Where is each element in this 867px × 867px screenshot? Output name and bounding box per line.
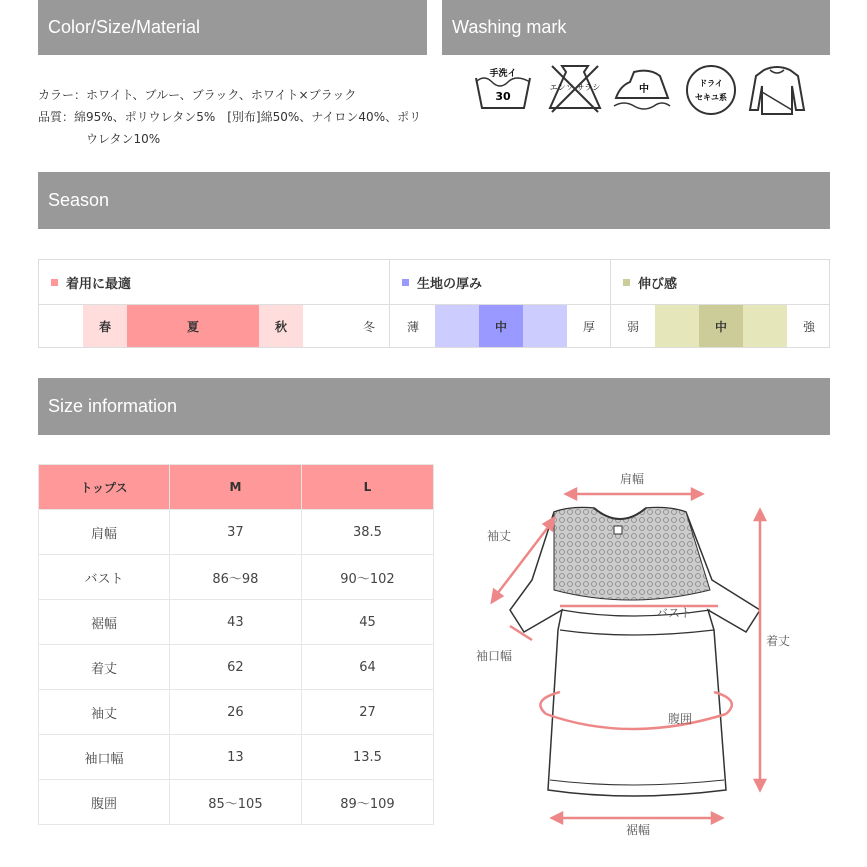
section-header-season: Season (38, 172, 830, 229)
header-tops: トップス (39, 465, 170, 510)
table-cell: 38.5 (301, 510, 433, 555)
table-cell: 裾幅 (39, 600, 170, 645)
table-cell: 45 (301, 600, 433, 645)
color-line: カラー：ホワイト、ブルー、ブラック、ホワイト×ブラック (38, 88, 357, 102)
quality-line-1: 品質：綿95%、ポリウレタン5% [別布]綿50%、ナイロン40%、ポリ (38, 110, 422, 124)
season-table (38, 259, 830, 348)
dry-clean-icon (680, 62, 742, 118)
table-row (39, 600, 434, 645)
stretch-medium: 中 (699, 305, 743, 347)
thickness-fill (435, 305, 479, 347)
olive-square-icon (623, 279, 630, 286)
table-cell: 13 (169, 735, 301, 780)
table-cell: 袖丈 (39, 690, 170, 735)
flat-dry-icon (746, 62, 808, 118)
iron-medium-icon (610, 62, 672, 118)
label-shoulder: 肩幅 (620, 472, 645, 486)
dry-clean-label-2: セキユ系 (695, 93, 727, 102)
garment-size-diagram (470, 460, 810, 840)
label-cuff: 袖口幅 (476, 649, 513, 663)
table-row (39, 690, 434, 735)
section-header-color-size-material: Color/Size/Material (38, 0, 427, 55)
table-cell: 腹囲 (39, 780, 170, 825)
label-waist: 腹囲 (668, 712, 693, 726)
table-cell: 袖口幅 (39, 735, 170, 780)
table-cell: 26 (169, 690, 301, 735)
header-m: M (169, 465, 301, 510)
table-cell: 13.5 (301, 735, 433, 780)
dry-clean-label: ドライ (699, 79, 723, 88)
label-length: 着丈 (766, 634, 791, 648)
section-header-washing-mark: Washing mark (442, 0, 830, 55)
season-fill (215, 305, 259, 347)
no-bleach-icon (544, 62, 606, 118)
iron-label: 中 (639, 84, 649, 95)
label-bust: バスト (656, 606, 693, 620)
table-cell: 肩幅 (39, 510, 170, 555)
thickness-medium: 中 (479, 305, 523, 347)
label-hem: 裾幅 (626, 823, 651, 837)
hand-wash-30-icon (472, 62, 534, 118)
stretch-fill (743, 305, 787, 347)
season-group-thickness-label: 生地の厚み (417, 276, 483, 292)
hand-wash-label: 手洗イ (489, 69, 517, 79)
season-autumn: 秋 (259, 305, 303, 347)
season-group-best-label: 着用に最適 (66, 276, 132, 292)
stretch-fill (655, 305, 699, 347)
thickness-thin: 薄 (406, 319, 419, 334)
no-bleach-label: エンソ サラシ (549, 83, 601, 92)
table-row (39, 510, 434, 555)
blue-square-icon (402, 279, 409, 286)
stretch-strong: 強 (802, 319, 815, 334)
table-cell: 37 (169, 510, 301, 555)
season-group-stretch (611, 260, 829, 304)
season-winter: 冬 (362, 319, 375, 334)
thickness-thick: 厚 (582, 319, 595, 334)
quality-line-2: ウレタン10% (86, 132, 161, 146)
table-cell: 90〜102 (301, 555, 433, 600)
table-cell: バスト (39, 555, 170, 600)
season-group-best (39, 260, 389, 304)
table-cell: 89〜109 (301, 780, 433, 825)
header-l: L (301, 465, 433, 510)
table-cell: 43 (169, 600, 301, 645)
hand-wash-temp: 30 (495, 90, 511, 103)
table-row (39, 780, 434, 825)
table-row (39, 555, 434, 600)
size-table (38, 464, 434, 825)
table-cell: 着丈 (39, 645, 170, 690)
table-row (39, 645, 434, 690)
season-spring: 春 (83, 305, 127, 347)
table-row (39, 735, 434, 780)
table-cell: 64 (301, 645, 433, 690)
season-group-stretch-label: 伸び感 (638, 276, 678, 292)
season-summer: 夏 (171, 305, 215, 347)
stretch-weak: 弱 (626, 319, 639, 334)
table-header-row (39, 465, 434, 510)
section-header-size-information: Size information (38, 378, 830, 435)
thickness-fill (523, 305, 567, 347)
label-sleeve: 袖丈 (487, 529, 512, 543)
pink-square-icon (51, 279, 58, 286)
table-cell: 85〜105 (169, 780, 301, 825)
table-cell: 86〜98 (169, 555, 301, 600)
season-group-thickness (390, 260, 610, 304)
season-fill (127, 305, 171, 347)
table-cell: 27 (301, 690, 433, 735)
table-cell: 62 (169, 645, 301, 690)
